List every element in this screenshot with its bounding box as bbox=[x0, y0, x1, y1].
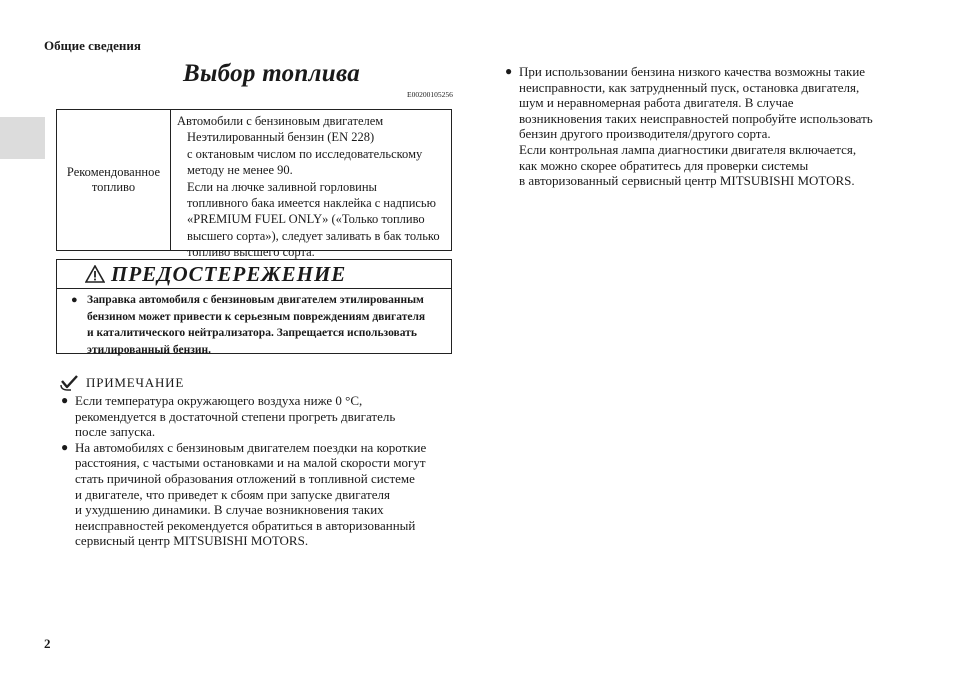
note-header bbox=[59, 375, 184, 391]
note-line: рекомендуется в достаточной степени прогреть двигатель bbox=[75, 408, 396, 424]
fuel-label-line: топливо bbox=[91, 180, 136, 194]
note-line: и ухудшению динамики. В случае возникновения таких bbox=[75, 502, 384, 518]
warning-box bbox=[56, 259, 452, 354]
note-item bbox=[59, 440, 454, 549]
fuel-desc-line: Неэтилированный бензин (EN 228) bbox=[187, 130, 375, 145]
checkmark-note-icon bbox=[59, 375, 79, 391]
warning-title: ПРЕДОСТЕРЕЖЕНИЕ bbox=[111, 261, 347, 286]
right-line: шум и неравномерная работа двигателя. В случае bbox=[519, 95, 794, 111]
warning-line: этилированный бензин. bbox=[87, 343, 211, 356]
note-title: ПРИМЕЧАНИЕ bbox=[86, 375, 185, 390]
warning-triangle-icon bbox=[85, 265, 105, 283]
note-line: после запуска. bbox=[75, 424, 156, 440]
warning-line: бензином может привести к серьезным повреждениям двигателя bbox=[87, 310, 426, 323]
right-line: в авторизованный сервисный центр MITSUBISHI MOTORS. bbox=[519, 173, 855, 189]
fuel-desc-line: «PREMIUM FUEL ONLY» («Только топливо bbox=[187, 212, 425, 227]
page-number: 2 bbox=[44, 636, 51, 651]
document-code: E00200105256 bbox=[407, 90, 453, 99]
fuel-desc-line: Автомобили с бензиновым двигателем bbox=[177, 114, 384, 128]
fuel-table bbox=[56, 109, 452, 260]
fuel-table-label bbox=[57, 110, 171, 250]
note-body bbox=[59, 393, 454, 549]
note-line: неисправностей рекомендуется обратиться в авторизованный bbox=[75, 517, 416, 533]
note-line: Если температура окружающего воздуха ниже 0 °C, bbox=[75, 393, 363, 408]
fuel-desc-line: с октановым числом по исследовательскому bbox=[187, 146, 423, 161]
note-line: и двигателе, что приведет к сбоям при запуске двигателя bbox=[75, 486, 390, 502]
fuel-desc-line: Если на лючке заливной горловины bbox=[187, 179, 377, 194]
page-title: Выбор топлива bbox=[183, 60, 361, 87]
section-tab-marker bbox=[0, 117, 45, 159]
bullet-icon: ● bbox=[71, 294, 78, 306]
warning-header bbox=[57, 260, 451, 289]
right-column bbox=[503, 64, 923, 189]
note-line: расстояния, с частыми остановками и на малой скорости могут bbox=[75, 455, 426, 471]
fuel-label-line: Рекомендованное bbox=[66, 165, 161, 179]
bullet-icon: ● bbox=[505, 64, 513, 78]
right-line: возникновения таких неисправностей попробуйте использовать bbox=[519, 110, 873, 126]
bullet-icon: ● bbox=[61, 393, 69, 407]
right-item bbox=[503, 64, 923, 189]
right-line: неисправности, как затрудненный пуск, остановка двигателя, bbox=[519, 79, 860, 95]
note-line: На автомобилях с бензиновым двигателем поездки на короткие bbox=[75, 439, 427, 455]
right-line: Если контрольная лампа диагностики двигателя включается, bbox=[519, 141, 857, 157]
right-line: При использовании бензина низкого качества возможны такие bbox=[519, 64, 866, 79]
note-line: стать причиной образования отложений в топливной системе bbox=[75, 470, 415, 486]
fuel-desc-line: высшего сорта»), следует заливать в бак только bbox=[187, 228, 440, 243]
right-line: бензин другого производителя/другого сорта. bbox=[519, 126, 771, 142]
warning-line: и каталитического нейтрализатора. Запрещается использовать bbox=[87, 327, 417, 339]
bullet-icon: ● bbox=[61, 439, 69, 454]
fuel-desc-line: методу не менее 90. bbox=[187, 163, 293, 178]
warning-line: Заправка автомобиля с бензиновым двигателем этилированным bbox=[87, 294, 424, 306]
warning-body bbox=[57, 289, 451, 358]
section-header: Общие сведения bbox=[44, 38, 141, 53]
note-line: сервисный центр MITSUBISHI MOTORS. bbox=[75, 533, 309, 549]
fuel-desc-line: топливо высшего сорта. bbox=[187, 245, 315, 260]
right-line: как можно скорее обратитесь для проверки системы bbox=[519, 157, 809, 173]
fuel-table-description bbox=[171, 110, 451, 260]
note-item bbox=[59, 393, 454, 440]
fuel-desc-line: топливного бака имеется наклейка с надписью bbox=[187, 196, 436, 211]
